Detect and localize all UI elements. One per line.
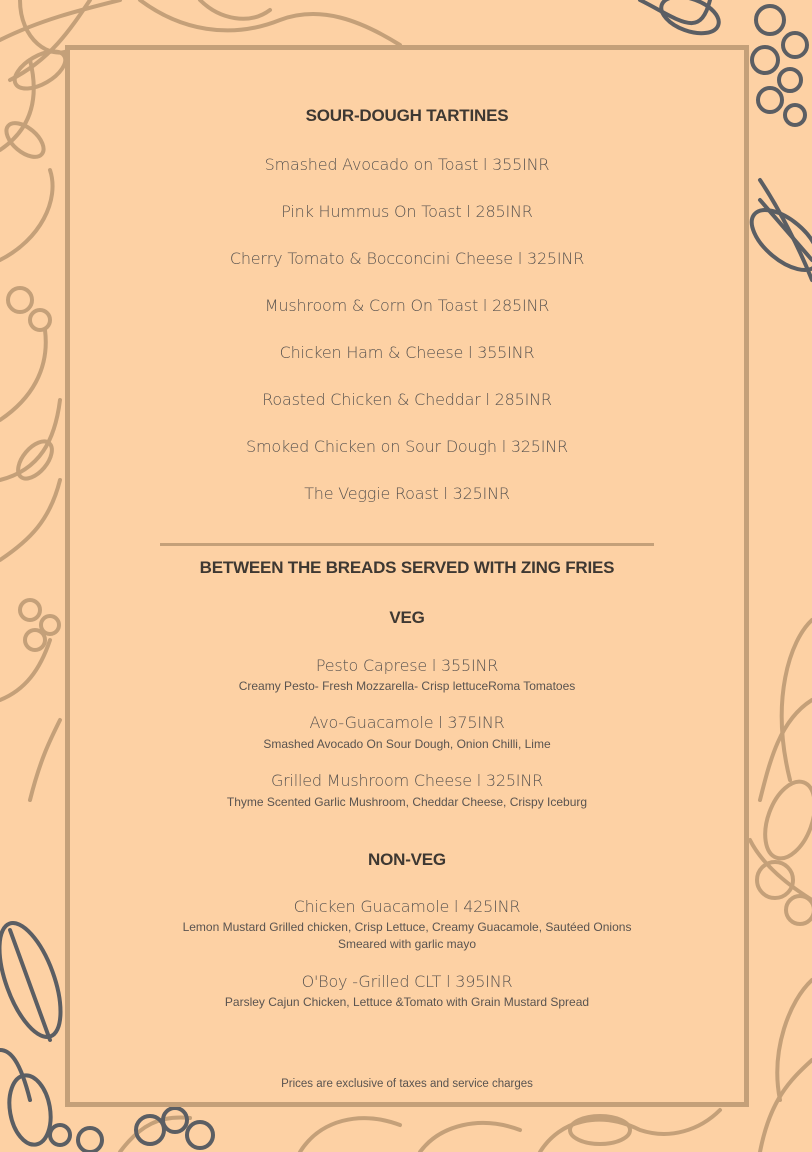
menu-item: Cherry Tomato & Bocconcini Cheese l 325INR: [229, 249, 585, 268]
menu-item: Mushroom & Corn On Toast l 285INR: [264, 296, 550, 315]
menu-item-description: Thyme Scented Garlic Mushroom, Cheddar Cheese, Crispy Iceburg: [226, 795, 588, 809]
menu-item-description: Smeared with garlic mayo: [337, 937, 477, 951]
veg-heading: VEG: [389, 608, 425, 627]
menu-item-description: Lemon Mustard Grilled chicken, Crisp Lettuce, Creamy Guacamole, Sautéed Onions: [182, 920, 632, 934]
menu-item-description: Parsley Cajun Chicken, Lettuce &Tomato with Grain Mustard Spread: [224, 995, 590, 1009]
menu-item-description: Creamy Pesto- Fresh Mozzarella- Crisp lettuceRoma Tomatoes: [238, 679, 576, 693]
tartines-heading: SOUR-DOUGH TARTINES: [305, 106, 509, 125]
menu-item: Smashed Avocado on Toast l 355INR: [264, 155, 550, 174]
vine-icon: [0, 0, 120, 40]
menu-item: Chicken Guacamole l 425INR: [293, 897, 521, 916]
breads-heading: BETWEEN THE BREADS SERVED WITH ZING FRIES: [199, 558, 615, 577]
price-note: Prices are exclusive of taxes and service charges: [281, 1078, 533, 1090]
menu-item: Pesto Caprese l 355INR: [315, 656, 499, 675]
menu-frame: [65, 45, 749, 1107]
menu-item: Grilled Mushroom Cheese l 325INR: [270, 771, 544, 790]
menu-item: Chicken Ham & Cheese l 355INR: [279, 343, 535, 362]
section-divider: [160, 543, 654, 546]
menu-item: Roasted Chicken & Cheddar l 285INR: [262, 390, 552, 409]
menu-item: Pink Hummus On Toast l 285INR: [281, 202, 533, 221]
nonveg-heading: NON-VEG: [368, 850, 446, 869]
menu-item: The Veggie Roast l 325INR: [304, 484, 510, 503]
menu-item: Avo-Guacamole l 375INR: [309, 713, 505, 732]
menu-item-description: Smashed Avocado On Sour Dough, Onion Chilli, Lime: [263, 737, 551, 751]
menu-item: O'Boy -Grilled CLT l 395INR: [301, 972, 513, 991]
menu-item: Smoked Chicken on Sour Dough l 325INR: [246, 437, 568, 456]
